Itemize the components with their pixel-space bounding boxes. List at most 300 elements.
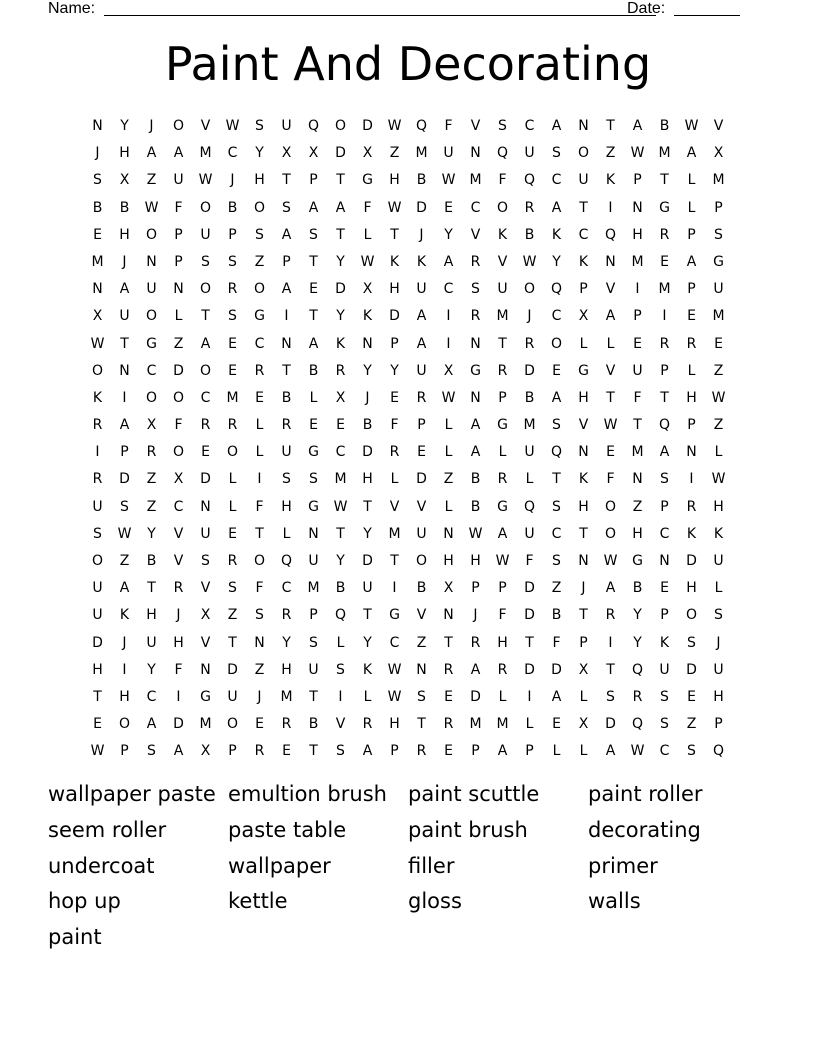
grid-letter: E bbox=[93, 716, 102, 733]
grid-letter: D bbox=[605, 716, 616, 733]
grid-letter: G bbox=[713, 253, 724, 270]
grid-letter: J bbox=[122, 253, 127, 270]
grid-letter: N bbox=[470, 389, 481, 406]
grid-letter: R bbox=[443, 661, 454, 678]
grid-letter: P bbox=[525, 743, 534, 760]
word-list-item: paint roller bbox=[588, 782, 703, 806]
grid-letter: S bbox=[660, 688, 669, 705]
grid-letter: B bbox=[308, 362, 319, 379]
grid-letter: L bbox=[228, 498, 237, 515]
grid-letter: O bbox=[199, 362, 212, 379]
grid-letter: H bbox=[389, 172, 400, 189]
grid-letter: B bbox=[146, 553, 157, 569]
grid-letter: X bbox=[578, 716, 589, 733]
grid-letter: P bbox=[390, 743, 399, 760]
grid-letter: Z bbox=[605, 145, 616, 162]
grid-letter: B bbox=[470, 498, 481, 515]
grid-letter: A bbox=[119, 417, 130, 434]
grid-letter: D bbox=[173, 362, 184, 379]
grid-letter: B bbox=[281, 389, 292, 406]
grid-letter: S bbox=[552, 145, 561, 162]
grid-letter: A bbox=[146, 716, 157, 733]
grid-letter: U bbox=[524, 145, 535, 162]
grid-letter: M bbox=[496, 716, 509, 733]
grid-letter: N bbox=[200, 661, 211, 678]
grid-letter: D bbox=[686, 661, 697, 678]
grid-letter: A bbox=[659, 444, 670, 461]
grid-letter: F bbox=[390, 417, 399, 434]
grid-letter: U bbox=[713, 281, 724, 298]
grid-letter: R bbox=[470, 253, 481, 270]
grid-letter: C bbox=[578, 226, 589, 243]
grid-letter: B bbox=[362, 417, 373, 434]
grid-letter: Y bbox=[147, 525, 156, 542]
grid-letter: U bbox=[173, 172, 184, 189]
grid-letter: M bbox=[199, 716, 212, 733]
grid-letter: S bbox=[687, 634, 696, 651]
grid-letter: B bbox=[335, 580, 346, 597]
grid-letter: H bbox=[578, 498, 589, 515]
grid-letter: Z bbox=[713, 417, 724, 434]
grid-letter: L bbox=[687, 172, 696, 189]
grid-letter: Q bbox=[523, 172, 536, 189]
grid-letter: G bbox=[632, 553, 643, 569]
grid-letter: A bbox=[551, 118, 562, 134]
grid-letter: Z bbox=[551, 580, 562, 597]
grid-letter: W bbox=[711, 389, 726, 406]
grid-letter: X bbox=[308, 145, 319, 162]
grid-letter: H bbox=[686, 389, 697, 406]
grid-letter: C bbox=[551, 525, 562, 542]
word-list bbox=[48, 777, 768, 956]
grid-letter: D bbox=[416, 199, 427, 216]
grid-letter: Y bbox=[363, 634, 372, 651]
grid-letter: D bbox=[524, 661, 535, 678]
grid-letter: M bbox=[307, 580, 320, 597]
grid-letter: G bbox=[254, 308, 265, 325]
grid-letter: W bbox=[630, 743, 645, 760]
grid-letter: X bbox=[92, 308, 103, 325]
grid-letter: S bbox=[309, 226, 318, 243]
grid-letter: A bbox=[605, 308, 616, 325]
grid-letter: J bbox=[230, 172, 235, 189]
grid-letter: O bbox=[226, 716, 239, 733]
grid-letter: O bbox=[199, 281, 212, 298]
grid-letter: R bbox=[524, 335, 535, 352]
word-list-item: gloss bbox=[408, 889, 462, 914]
grid-letter: L bbox=[525, 471, 534, 488]
grid-letter: G bbox=[362, 172, 373, 189]
grid-letter: Z bbox=[119, 553, 130, 569]
grid-letter: M bbox=[658, 145, 671, 162]
grid-letter: S bbox=[687, 743, 696, 760]
grid-letter: Z bbox=[146, 498, 157, 515]
grid-letter: T bbox=[606, 118, 615, 134]
grid-letter: W bbox=[603, 417, 618, 434]
grid-letter: Y bbox=[147, 661, 156, 678]
grid-letter: Q bbox=[280, 553, 293, 569]
grid-letter: E bbox=[228, 335, 237, 352]
grid-letter: O bbox=[91, 362, 104, 379]
grid-letter: E bbox=[255, 389, 264, 406]
grid-letter: R bbox=[416, 389, 427, 406]
grid-letter: R bbox=[470, 634, 481, 651]
grid-letter: X bbox=[578, 308, 589, 325]
grid-letter: V bbox=[173, 553, 184, 569]
grid-letter: T bbox=[444, 634, 453, 651]
grid-letter: P bbox=[390, 335, 399, 352]
grid-letter: O bbox=[145, 308, 158, 325]
grid-letter: F bbox=[606, 471, 615, 488]
grid-letter: L bbox=[552, 743, 561, 760]
grid-letter: T bbox=[228, 634, 237, 651]
grid-letter: Y bbox=[552, 253, 561, 270]
grid-letter: A bbox=[470, 661, 481, 678]
grid-letter: E bbox=[660, 253, 669, 270]
grid-letter: R bbox=[497, 362, 508, 379]
grid-letter: B bbox=[416, 172, 427, 189]
grid-letter: R bbox=[659, 226, 670, 243]
grid-letter: K bbox=[713, 525, 724, 542]
grid-letter: X bbox=[173, 471, 184, 488]
grid-letter: X bbox=[578, 661, 589, 678]
grid-letter: C bbox=[551, 172, 562, 189]
grid-letter: C bbox=[146, 688, 157, 705]
grid-letter: R bbox=[686, 335, 697, 352]
grid-letter: A bbox=[551, 199, 562, 216]
grid-letter: M bbox=[631, 444, 644, 461]
grid-letter: H bbox=[632, 226, 643, 243]
grid-letter: P bbox=[417, 417, 426, 434]
grid-letter: Z bbox=[146, 471, 157, 488]
grid-letter: G bbox=[146, 335, 157, 352]
grid-letter: Y bbox=[363, 362, 372, 379]
grid-letter: A bbox=[470, 417, 481, 434]
grid-letter: O bbox=[253, 199, 266, 216]
grid-letter: W bbox=[198, 172, 213, 189]
grid-letter: R bbox=[605, 607, 616, 624]
grid-letter: O bbox=[334, 118, 347, 134]
grid-letter: X bbox=[443, 580, 454, 597]
grid-letter: T bbox=[147, 580, 156, 597]
grid-letter: F bbox=[255, 498, 264, 515]
grid-letter: L bbox=[255, 444, 264, 461]
grid-letter: J bbox=[122, 634, 127, 651]
grid-letter: F bbox=[498, 172, 507, 189]
grid-letter: T bbox=[336, 226, 345, 243]
grid-letter: U bbox=[659, 661, 670, 678]
grid-letter: W bbox=[387, 199, 402, 216]
grid-letter: W bbox=[360, 253, 375, 270]
grid-letter: P bbox=[660, 607, 669, 624]
grid-letter: Z bbox=[227, 607, 238, 624]
grid-letter: L bbox=[228, 471, 237, 488]
grid-letter: U bbox=[362, 580, 373, 597]
grid-letter: E bbox=[228, 525, 237, 542]
grid-letter: O bbox=[550, 335, 563, 352]
grid-letter: U bbox=[524, 525, 535, 542]
grid-letter: V bbox=[605, 362, 616, 379]
grid-letter: R bbox=[470, 308, 481, 325]
grid-letter: D bbox=[470, 688, 481, 705]
grid-letter: Y bbox=[363, 525, 372, 542]
grid-letter: Z bbox=[173, 335, 184, 352]
grid-letter: U bbox=[416, 281, 427, 298]
grid-letter: O bbox=[226, 444, 239, 461]
grid-letter: Y bbox=[282, 634, 291, 651]
grid-letter: Q bbox=[631, 716, 644, 733]
grid-letter: J bbox=[149, 118, 154, 134]
name-line bbox=[104, 15, 656, 16]
letter-grid bbox=[84, 113, 732, 766]
grid-letter: F bbox=[444, 118, 453, 134]
grid-letter: P bbox=[282, 253, 291, 270]
word-list-item: primer bbox=[588, 853, 658, 878]
grid-letter: H bbox=[146, 607, 157, 624]
grid-letter: P bbox=[633, 308, 642, 325]
grid-letter: P bbox=[120, 444, 129, 461]
grid-letter: O bbox=[577, 145, 590, 162]
grid-letter: U bbox=[578, 172, 589, 189]
grid-letter: L bbox=[336, 634, 345, 651]
grid-letter: A bbox=[497, 525, 508, 542]
grid-letter: B bbox=[308, 716, 319, 733]
grid-letter: S bbox=[282, 199, 291, 216]
grid-letter: X bbox=[362, 281, 373, 298]
grid-letter: H bbox=[578, 389, 589, 406]
word-list-item: wallpaper bbox=[228, 853, 331, 878]
grid-letter: A bbox=[200, 335, 211, 352]
grid-letter: S bbox=[552, 498, 561, 515]
grid-letter: J bbox=[473, 607, 478, 624]
grid-letter: F bbox=[498, 607, 507, 624]
grid-letter: K bbox=[362, 308, 373, 325]
grid-letter: L bbox=[498, 688, 507, 705]
grid-letter: W bbox=[333, 498, 348, 515]
grid-letter: A bbox=[497, 743, 508, 760]
grid-letter: M bbox=[334, 471, 347, 488]
grid-letter: Z bbox=[632, 498, 643, 515]
grid-letter: O bbox=[523, 281, 536, 298]
grid-letter: A bbox=[686, 145, 697, 162]
grid-letter: C bbox=[443, 281, 454, 298]
grid-letter: U bbox=[146, 281, 157, 298]
grid-letter: A bbox=[551, 389, 562, 406]
grid-letter: H bbox=[119, 226, 130, 243]
grid-letter: Z bbox=[713, 362, 724, 379]
grid-letter: R bbox=[227, 417, 238, 434]
grid-letter: D bbox=[524, 362, 535, 379]
grid-letter: H bbox=[632, 525, 643, 542]
grid-letter: E bbox=[444, 743, 453, 760]
grid-letter: A bbox=[173, 145, 184, 162]
grid-letter: H bbox=[389, 281, 400, 298]
word-list-item: decorating bbox=[588, 817, 701, 842]
grid-letter: L bbox=[444, 417, 453, 434]
grid-letter: V bbox=[578, 417, 589, 434]
grid-letter: T bbox=[633, 417, 642, 434]
grid-letter: U bbox=[281, 118, 292, 134]
grid-letter: S bbox=[228, 253, 237, 270]
grid-letter: P bbox=[687, 417, 696, 434]
grid-letter: G bbox=[497, 498, 508, 515]
grid-letter: I bbox=[176, 688, 181, 705]
grid-letter: S bbox=[660, 471, 669, 488]
grid-letter: P bbox=[498, 580, 507, 597]
grid-letter: L bbox=[282, 525, 291, 542]
grid-letter: J bbox=[527, 308, 532, 325]
grid-letter: W bbox=[522, 253, 537, 270]
word-list-item: filler bbox=[408, 853, 455, 878]
grid-letter: R bbox=[281, 716, 292, 733]
word-list-item: hop up bbox=[48, 889, 121, 914]
grid-letter: G bbox=[578, 362, 589, 379]
grid-letter: H bbox=[362, 471, 373, 488]
grid-letter: D bbox=[524, 580, 535, 597]
grid-letter: A bbox=[308, 335, 319, 352]
grid-letter: I bbox=[527, 688, 532, 705]
grid-letter: X bbox=[200, 607, 211, 624]
grid-letter: N bbox=[119, 362, 130, 379]
grid-letter: A bbox=[605, 743, 616, 760]
grid-letter: N bbox=[470, 145, 481, 162]
grid-letter: R bbox=[632, 688, 643, 705]
grid-letter: W bbox=[630, 145, 645, 162]
grid-letter: T bbox=[363, 498, 372, 515]
grid-letter: E bbox=[390, 389, 399, 406]
grid-letter: P bbox=[579, 634, 588, 651]
grid-letter: R bbox=[254, 743, 265, 760]
grid-letter: M bbox=[658, 281, 671, 298]
grid-letter: U bbox=[92, 498, 103, 515]
grid-letter: H bbox=[281, 498, 292, 515]
grid-letter: T bbox=[579, 525, 588, 542]
grid-letter: W bbox=[225, 118, 240, 134]
grid-letter: E bbox=[552, 716, 561, 733]
grid-letter: T bbox=[579, 199, 588, 216]
grid-letter: H bbox=[713, 498, 724, 515]
grid-letter: L bbox=[390, 471, 399, 488]
grid-letter: U bbox=[119, 308, 130, 325]
grid-letter: S bbox=[201, 553, 210, 569]
grid-letter: T bbox=[309, 743, 318, 760]
grid-letter: Z bbox=[443, 471, 454, 488]
grid-letter: N bbox=[443, 525, 454, 542]
grid-letter: R bbox=[92, 471, 103, 488]
grid-letter: T bbox=[606, 661, 615, 678]
grid-letter: W bbox=[468, 525, 483, 542]
grid-letter: H bbox=[443, 553, 454, 569]
grid-letter: W bbox=[387, 118, 402, 134]
grid-letter: K bbox=[497, 226, 508, 243]
grid-letter: L bbox=[714, 444, 723, 461]
grid-letter: V bbox=[335, 716, 346, 733]
word-list-item: kettle bbox=[228, 889, 288, 914]
grid-letter: L bbox=[363, 226, 372, 243]
grid-letter: E bbox=[606, 444, 615, 461]
grid-letter: O bbox=[496, 199, 509, 216]
grid-letter: P bbox=[687, 226, 696, 243]
grid-letter: P bbox=[471, 743, 480, 760]
grid-letter: P bbox=[309, 172, 318, 189]
grid-letter: Y bbox=[633, 607, 642, 624]
grid-letter: K bbox=[605, 172, 616, 189]
grid-letter: W bbox=[387, 661, 402, 678]
grid-letter: V bbox=[470, 226, 481, 243]
grid-letter: Z bbox=[416, 634, 427, 651]
word-list-item: paint scuttle bbox=[408, 782, 540, 806]
grid-letter: V bbox=[605, 281, 616, 298]
grid-letter: A bbox=[632, 118, 643, 134]
grid-letter: D bbox=[551, 661, 562, 678]
grid-letter: W bbox=[603, 553, 618, 569]
grid-letter: K bbox=[119, 607, 130, 624]
grid-letter: J bbox=[257, 688, 262, 705]
grid-letter: J bbox=[581, 580, 586, 597]
grid-letter: G bbox=[659, 199, 670, 216]
grid-letter: Y bbox=[336, 553, 345, 569]
grid-letter: S bbox=[255, 118, 264, 134]
grid-letter: M bbox=[496, 308, 509, 325]
grid-letter: V bbox=[200, 634, 211, 651]
grid-letter: U bbox=[200, 226, 211, 243]
grid-letter: A bbox=[119, 580, 130, 597]
grid-letter: L bbox=[498, 444, 507, 461]
grid-letter: L bbox=[579, 688, 588, 705]
grid-letter: V bbox=[200, 580, 211, 597]
grid-letter: P bbox=[660, 498, 669, 515]
grid-letter: S bbox=[147, 743, 156, 760]
grid-letter: B bbox=[524, 389, 535, 406]
grid-letter: P bbox=[579, 281, 588, 298]
grid-letter: I bbox=[122, 661, 127, 678]
grid-letter: I bbox=[608, 199, 613, 216]
worksheet-header bbox=[48, 0, 742, 20]
grid-letter: A bbox=[443, 253, 454, 270]
grid-letter: U bbox=[227, 688, 238, 705]
grid-letter: H bbox=[470, 553, 481, 569]
grid-letter: G bbox=[308, 444, 319, 461]
grid-letter: O bbox=[91, 553, 104, 569]
grid-letter: S bbox=[552, 417, 561, 434]
grid-letter: O bbox=[253, 281, 266, 298]
grid-letter: T bbox=[336, 172, 345, 189]
grid-letter: Y bbox=[633, 634, 642, 651]
grid-letter: R bbox=[389, 444, 400, 461]
grid-letter: H bbox=[173, 634, 184, 651]
grid-letter: A bbox=[470, 444, 481, 461]
grid-letter: G bbox=[308, 498, 319, 515]
grid-letter: N bbox=[605, 253, 616, 270]
grid-letter: R bbox=[254, 362, 265, 379]
grid-letter: L bbox=[606, 335, 615, 352]
grid-letter: T bbox=[417, 716, 426, 733]
grid-letter: S bbox=[228, 580, 237, 597]
grid-letter: E bbox=[309, 417, 318, 434]
grid-letter: D bbox=[389, 308, 400, 325]
grid-letter: U bbox=[200, 525, 211, 542]
grid-letter: G bbox=[470, 362, 481, 379]
grid-letter: P bbox=[633, 172, 642, 189]
grid-letter: M bbox=[523, 417, 536, 434]
grid-letter: A bbox=[416, 335, 427, 352]
grid-letter: E bbox=[687, 688, 696, 705]
grid-letter: Q bbox=[604, 226, 617, 243]
grid-letter: N bbox=[416, 661, 427, 678]
grid-letter: T bbox=[390, 226, 399, 243]
grid-letter: I bbox=[608, 634, 613, 651]
grid-letter: N bbox=[686, 444, 697, 461]
